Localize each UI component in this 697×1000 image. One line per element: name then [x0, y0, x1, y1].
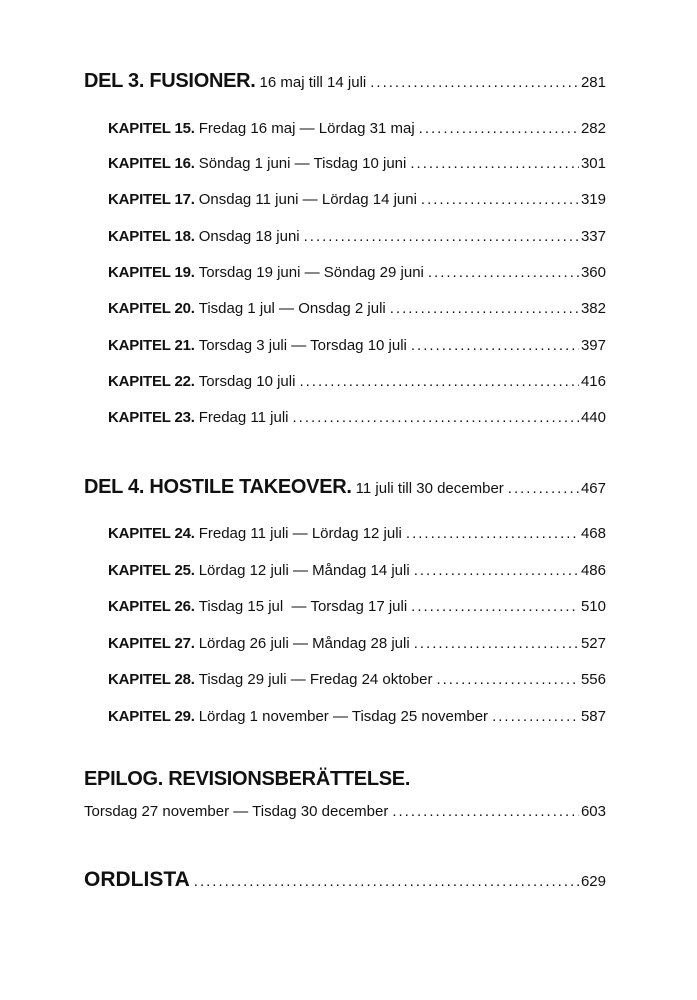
part-label: DEL 3. FUSIONER.: [84, 70, 256, 92]
chapter-label: KAPITEL 20.: [108, 300, 195, 317]
dot-leader: [410, 635, 579, 652]
chapter-label: KAPITEL 18.: [108, 228, 195, 245]
page-number: 301: [580, 155, 606, 172]
chapter-dates: Tisdag 1 jul — Onsdag 2 juli: [198, 300, 386, 317]
chapter-entry-25[interactable]: [108, 562, 606, 579]
chapter-label: KAPITEL 28.: [108, 671, 195, 688]
page-number: 440: [580, 409, 606, 426]
chapter-label: KAPITEL 17.: [108, 191, 195, 208]
chapter-dates: Tisdag 29 juli — Fredag 24 oktober: [198, 671, 433, 688]
dot-leader: [488, 708, 579, 725]
dot-leader: [402, 525, 579, 542]
chapter-entry-18[interactable]: [108, 228, 606, 245]
chapter-entry-24[interactable]: [108, 525, 606, 542]
chapter-dates: Fredag 11 juli — Lördag 12 juli: [198, 525, 402, 542]
page-number: 629: [580, 873, 606, 890]
chapter-dates: Onsdag 18 juni: [198, 228, 300, 245]
chapter-dates: Onsdag 11 juni — Lördag 14 juni: [198, 191, 417, 208]
page-number: 603: [580, 803, 606, 820]
chapter-dates: Fredag 11 juli: [198, 409, 289, 426]
dot-leader: [424, 264, 579, 281]
part-heading-del-4[interactable]: [84, 476, 606, 499]
chapter-label: KAPITEL 26.: [108, 598, 195, 615]
page-number: 319: [580, 191, 606, 208]
page-number: 397: [580, 337, 606, 354]
dot-leader: [417, 191, 579, 208]
chapter-entry-17[interactable]: [108, 191, 606, 208]
dot-leader: [289, 409, 579, 426]
chapter-label: KAPITEL 23.: [108, 409, 195, 426]
part-label: DEL 4. HOSTILE TAKEOVER.: [84, 476, 352, 498]
dot-leader: [406, 155, 579, 172]
ordlista-entry[interactable]: [84, 868, 606, 892]
chapter-entry-27[interactable]: [108, 635, 606, 652]
page-number: 486: [580, 562, 606, 579]
chapter-dates: Söndag 1 juni — Tisdag 10 juni: [198, 155, 407, 172]
page-number: 416: [580, 373, 606, 390]
dot-leader: [295, 373, 579, 390]
page-number: 587: [580, 708, 606, 725]
chapter-entry-22[interactable]: [108, 373, 606, 390]
dot-leader: [300, 228, 579, 245]
chapter-entry-23[interactable]: [108, 409, 606, 426]
epilog-heading[interactable]: EPILOG. REVISIONSBERÄTTELSE.: [84, 768, 411, 790]
dot-leader: [386, 300, 579, 317]
dot-leader: [504, 480, 579, 497]
page-number: 282: [580, 120, 606, 137]
chapter-entry-28[interactable]: [108, 671, 606, 688]
chapter-label: KAPITEL 25.: [108, 562, 195, 579]
page-number: 510: [580, 598, 606, 615]
dot-leader: [407, 337, 579, 354]
part-heading-del-3[interactable]: [84, 70, 606, 93]
chapter-entry-20[interactable]: [108, 300, 606, 317]
chapter-label: KAPITEL 29.: [108, 708, 195, 725]
page-number: 281: [580, 74, 606, 91]
epilog-dates: Torsdag 27 november — Tisdag 30 december: [84, 803, 389, 820]
chapter-dates: Lördag 12 juli — Måndag 14 juli: [198, 562, 410, 579]
chapter-entry-16[interactable]: [108, 155, 606, 172]
chapter-label: KAPITEL 16.: [108, 155, 195, 172]
part-dates: 16 maj till 14 juli: [259, 74, 367, 91]
ordlista-label: ORDLISTA: [84, 868, 190, 891]
chapter-label: KAPITEL 24.: [108, 525, 195, 542]
dot-leader: [388, 803, 579, 820]
chapter-dates: Torsdag 3 juli — Torsdag 10 juli: [198, 337, 407, 354]
page-number: 382: [580, 300, 606, 317]
chapter-dates: Torsdag 10 juli: [198, 373, 296, 390]
chapter-label: KAPITEL 21.: [108, 337, 195, 354]
page-number: 467: [580, 480, 606, 497]
chapter-entry-19[interactable]: [108, 264, 606, 281]
dot-leader: [432, 671, 579, 688]
dot-leader: [407, 598, 579, 615]
chapter-dates: Lördag 1 november — Tisdag 25 november: [198, 708, 489, 725]
dot-leader: [366, 74, 579, 91]
chapter-dates: Torsdag 19 juni — Söndag 29 juni: [198, 264, 424, 281]
dot-leader: [190, 873, 579, 890]
chapter-label: KAPITEL 15.: [108, 120, 195, 137]
part-dates: 11 juli till 30 december: [355, 480, 504, 497]
page-number: 527: [580, 635, 606, 652]
page-number: 360: [580, 264, 606, 281]
chapter-dates: Fredag 16 maj — Lördag 31 maj: [198, 120, 415, 137]
chapter-label: KAPITEL 19.: [108, 264, 195, 281]
dot-leader: [410, 562, 579, 579]
chapter-dates: Lördag 26 juli — Måndag 28 juli: [198, 635, 410, 652]
dot-leader: [415, 120, 579, 137]
chapter-entry-15[interactable]: [108, 120, 606, 137]
chapter-entry-29[interactable]: [108, 708, 606, 725]
chapter-label: KAPITEL 27.: [108, 635, 195, 652]
page-number: 468: [580, 525, 606, 542]
epilog-entry[interactable]: [84, 803, 606, 820]
chapter-label: KAPITEL 22.: [108, 373, 195, 390]
page-number: 337: [580, 228, 606, 245]
chapter-dates: Tisdag 15 jul — Torsdag 17 juli: [198, 598, 408, 615]
chapter-entry-26[interactable]: [108, 598, 606, 615]
chapter-entry-21[interactable]: [108, 337, 606, 354]
page-number: 556: [580, 671, 606, 688]
